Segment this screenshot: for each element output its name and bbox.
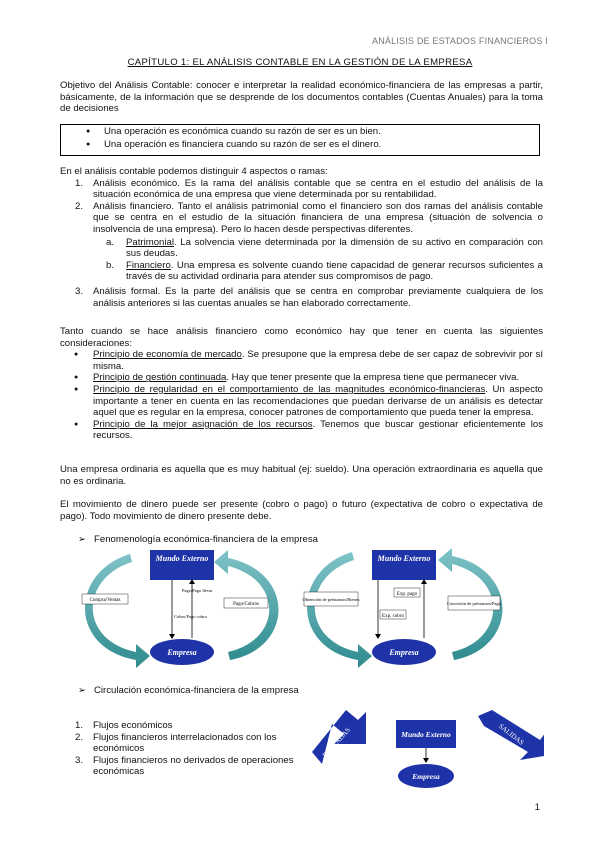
empresa-label: Empresa xyxy=(389,648,419,657)
definition-box xyxy=(60,124,540,156)
running-header: ANÁLISIS DE ESTADOS FINANCIEROS I xyxy=(372,36,548,46)
flow-item: 3. Flujos financieros no derivados de operaciones económicas xyxy=(75,754,294,778)
empresa-label: Empresa xyxy=(167,648,197,657)
aspect-item: 3. Análisis formal. Es la parte del análisis que se centra en comprobar previamente cualquiera de los análisis anteriores si las cuentas anuales se han elaborado correctamente. xyxy=(75,285,543,309)
perspective-item: a. Patrimonial. La solvencia viene determinada por la dimensión de su activo en comparación con sus deudas. xyxy=(106,236,543,260)
principle-item: ● Principio de regularidad en el comportamiento de las magnitudes económico-financieras. Un aspecto importante a tener en cuenta en las recomendaciones que puedan derivarse de un análisis es detectar aquel que es regular en la empresa, conocer patrones de comportamiento que pueda tener la empresa. xyxy=(60,384,543,419)
page-number: 1 xyxy=(534,802,540,813)
entradas-label: ENTRADAS xyxy=(321,726,352,760)
chapter-title: CAPÍTULO 1: EL ANÁLISIS CONTABLE EN LA GESTIÓN DE LA EMPRESA xyxy=(127,57,473,68)
mundo-externo-label: Mundo Externo xyxy=(377,554,431,563)
mundo-externo-label: Mundo Externo xyxy=(155,554,209,563)
principle-item: ● Principio de la mejor asignación de los recursos. Tenemos que buscar gestionar eficientemente los recursos. xyxy=(60,419,543,442)
compra-ventas-label: Compra/Ventas xyxy=(89,598,121,603)
cycle-arrow-left xyxy=(307,552,372,668)
concesion-label: Concesión de préstamos/Pago xyxy=(447,601,501,606)
salidas-label: SALIDAS xyxy=(497,722,526,747)
empresa-label: Empresa xyxy=(412,772,440,781)
aspect-item: 2. Análisis financiero. Tanto el análisis patrimonial como el financiero son dos ramas del análisis contable que se centra en el estudio de la situación financiera de una empresa (situación de solvencia o insolvencia de una empresa). Pero lo hacen desde perspectivas diferentes. a. Patrimonial. La solvencia viene determinada por la dimensión de su activo en comparación con sus deudas. b. Financiero. Una empresa es solvente cuando tiene capacidad de generar recursos suficientes a través de su actividad ordinaria para atender sus compromisos de pago. xyxy=(75,200,543,283)
flows-list xyxy=(60,720,305,778)
aspects-intro: En el análisis contable podemos distinguir 4 aspectos o ramas: xyxy=(60,166,328,177)
objective-paragraph: Objetivo del Análisis Contable: conocer e interpretar la realidad económico-financiera de las empresas a partir, básicamente, de la información que se desprende de los documentos contables (Cuentas Anuales) para la toma de decisiones xyxy=(60,80,543,115)
exp-cobro-label: Exp. cobro xyxy=(382,614,404,619)
principles-section xyxy=(60,326,543,442)
aspects-section xyxy=(60,166,543,309)
principle-item: ● Principio de gestión continuada. Hay que tener presente que la empresa tiene que permanecer viva. xyxy=(60,372,543,384)
exp-pago-label: Exp. pago xyxy=(396,592,418,597)
definition-item: ● Una operación es económica cuando su razón de ser es un bien. xyxy=(104,126,539,138)
money-note: El movimiento de dinero puede ser presente (cobro o pago) o futuro (expectativa de cobro o expectativa de pago). Todo movimiento de dinero presente debe. xyxy=(60,499,543,522)
pago-label: Pago/Pago llevar xyxy=(182,588,213,593)
flow-item: 2. Flujos financieros interrelacionados con los económicos xyxy=(75,731,277,755)
ordinary-note: Una empresa ordinaria es aquella que es muy habitual (ej: sueldo). Una operación extraordinaria es aquella que no es ordinaria. xyxy=(60,464,543,487)
aspect-item: 1. Análisis económico. Es la rama del análisis contable que se centra en el estudio del análisis de la situación económica de una empresa que viene determinada por su rentabilidad. xyxy=(75,177,543,201)
phenomenology-diagram-right xyxy=(298,548,513,672)
cycle-arrow-left xyxy=(85,554,150,668)
principles-intro: Tanto cuando se hace análisis financiero como económico hay que tener en cuenta las siguientes consideraciones: xyxy=(60,326,543,349)
flow-item: 1. Flujos económicos xyxy=(75,720,173,731)
perspective-item: b. Financiero. Una empresa es solvente cuando tiene capacidad de generar recursos suficientes a través de su actividad ordinaria para atender sus compromisos de pago. xyxy=(106,259,543,283)
obtencion-label: Obtención de préstamos/Bienes xyxy=(302,597,360,602)
phenomenology-diagram-left xyxy=(78,548,288,672)
circulation-diagram xyxy=(308,708,544,796)
pago-cobros-label: Pago/Cobros xyxy=(233,602,259,607)
cobro-label: Cobro/Pago cobro xyxy=(174,614,207,619)
principle-item: ● Principio de economía de mercado. Se presupone que la empresa debe de ser capaz de sobrevivir por sí misma. xyxy=(60,349,543,372)
arrowhead-bullet-icon: ➢ xyxy=(78,534,87,545)
mundo-externo-label: Mundo Externo xyxy=(401,730,451,739)
definition-item: ● Una operación es financiera cuando su razón de ser es el dinero. xyxy=(104,139,539,151)
arrowhead-bullet-icon: ➢ xyxy=(78,685,87,696)
